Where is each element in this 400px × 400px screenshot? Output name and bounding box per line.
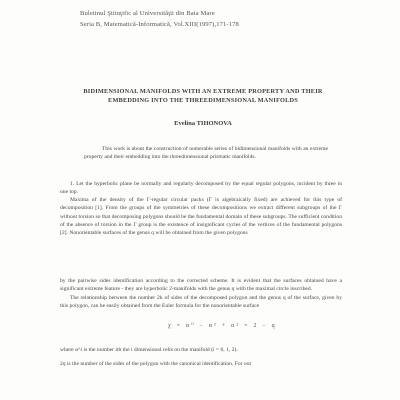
body-paragraph-3: by the pairwise sides identification according to the corrected scheme. It is evident that the surfaces obtained have a significant extreme feature - they are hyperbolic 2-manifolds with the genus q with the maximal circle inscribed. xyxy=(60,278,342,293)
body-paragraph-6: 2q is the number of the sides of the polygon with the canonical identification. For our xyxy=(60,361,252,367)
journal-header-line-1: Buletinul Ştiinţific al Universităţii din Baia Mare xyxy=(80,10,215,17)
paper-author: Evelina TIHONOVA xyxy=(174,120,232,127)
paper-title: BIDIMENSIONAL MANIFOLDS WITH AN EXTREME PROPERTY AND THEIR EMBEDDING INTO THE THREEDIMENSIONAL MANIFOLDS xyxy=(83,88,323,104)
abstract-paragraph: This work is about the construction of numerable series of bidimensional manifolds with an extreme property and their embedding into the threedimensional prismatic manifolds. xyxy=(84,146,328,161)
body-paragraph-1: 1. Let the hyperbolic plane be normally and regularly decomposed by the equal regular polygons, incident by three in one top. xyxy=(60,181,342,196)
journal-header xyxy=(80,9,300,30)
body-paragraph-2: Maxima of the density of the Γ-regular circular packs (Γ is algebraically fixed) are achieved for this type of decomposition [1]. From the groups of the symmetries of these decompositions we extract different subgroups of the Γ without torsion so that decomposing polygons should be the fundamental domain of these subgroups. The sufficient condition of the absence of torsion in the Γ group is the existence of insignificant cycles of the vertices of the fundamental polygons [2]. Nonorientable surfaces of the genus q will be obtained from the given polygons xyxy=(60,197,342,236)
journal-header-line-2: Seria B, Matematică-Informatică, Vol.XIII(1997),171-178 xyxy=(80,20,239,28)
body-paragraph-5: where α^i is the number ith the i dimensional cells on the manifold (i = 0, 1, 2). xyxy=(60,347,238,353)
body-paragraph-4: The relationship between the number 2k of sides of the decomposed polygon and the genus q of the surface, given by this polygon, can be easily obtained from the Euler formula for the nonorientable surface xyxy=(60,295,342,310)
euler-formula: χ = α⁰ − α¹ + α² = 2 − q xyxy=(168,323,277,329)
